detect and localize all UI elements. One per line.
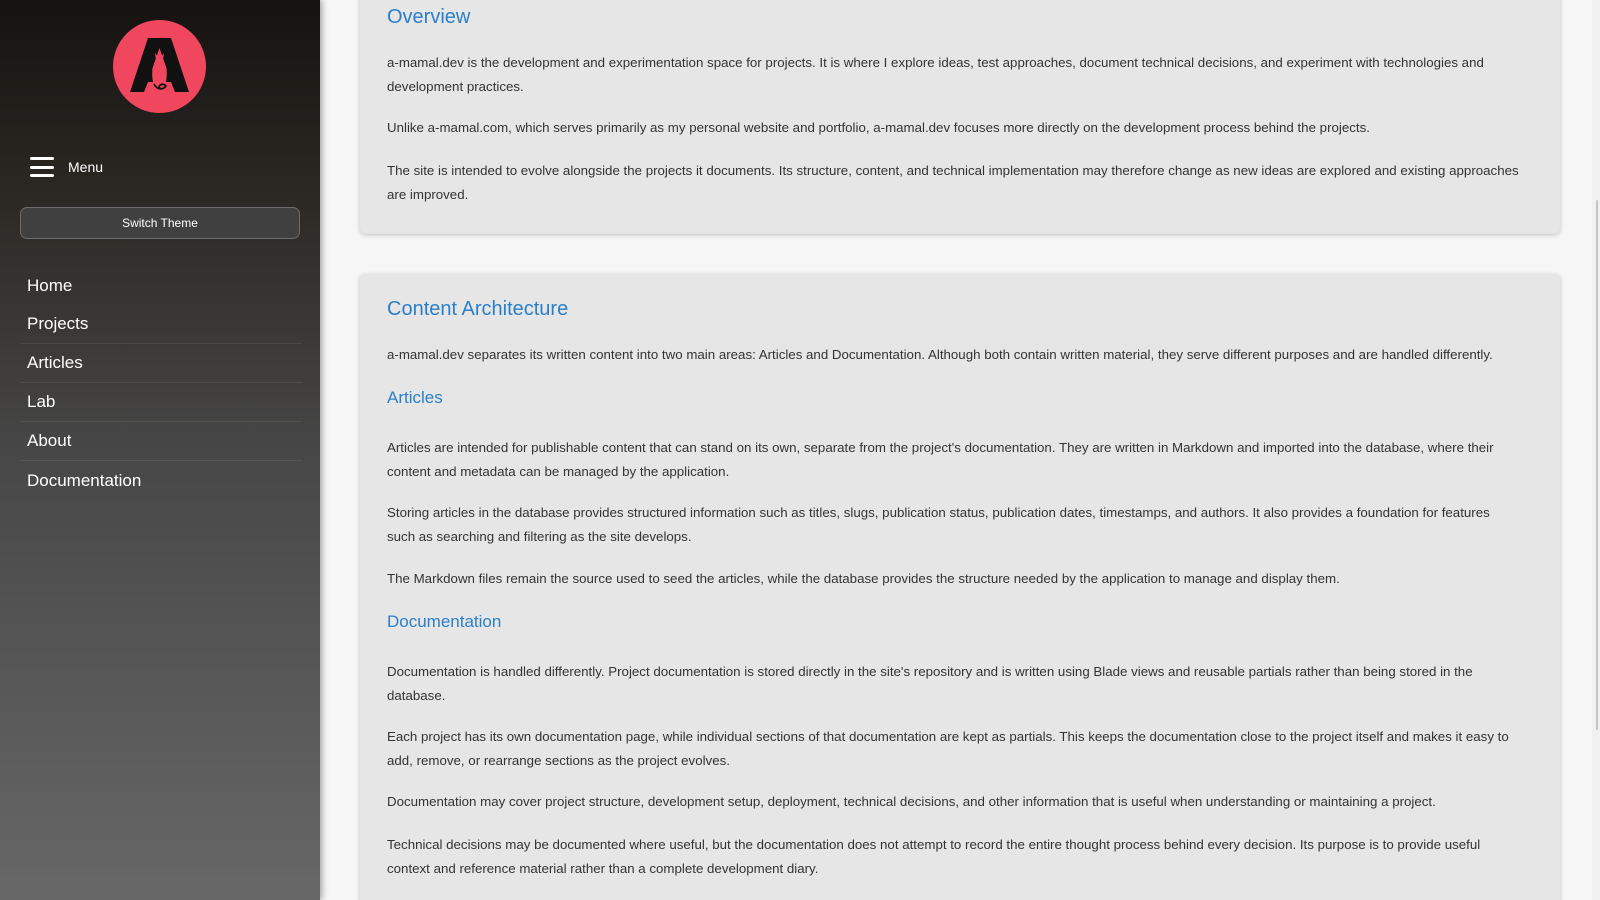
cat-letter-a-logo-icon	[113, 20, 206, 113]
documentation-paragraph-1: Documentation is handled differently. Project documentation is stored directly in the site's repository and is written using Blade views and reusable partials rather than being stored in the database.	[387, 664, 1473, 703]
nav-item-home	[20, 266, 302, 305]
main-nav	[20, 266, 302, 500]
nav-link-articles[interactable]: Articles	[27, 353, 83, 372]
documentation-paragraph-2: Each project has its own documentation page, while individual sections of that documentation are kept as partials. This keeps the documentation close to the project itself and makes it easy to add, remove, or rearrange sections as the project evolves.	[387, 729, 1509, 768]
articles-heading: Articles	[387, 388, 443, 407]
articles-paragraph-1: Articles are intended for publishable content that can stand on its own, separate from the project's documentation. They are written in Markdown and imported into the database, where their content and metadata can be managed by the application.	[387, 440, 1494, 479]
nav-link-lab[interactable]: Lab	[27, 392, 56, 411]
nav-link-home[interactable]: Home	[27, 275, 73, 295]
overview-paragraph-2: Unlike a-mamal.com, which serves primarily as my personal website and portfolio, a-mamal.dev focuses more directly on the development process behind the projects.	[387, 120, 1370, 135]
content-architecture-card	[360, 274, 1560, 900]
overview-paragraph-3: The site is intended to evolve alongside the projects it documents. Its structure, content, and technical implementation may therefore change as new ideas are explored and existing approaches are improved.	[387, 163, 1519, 202]
switch-theme-button[interactable]: Switch Theme	[20, 207, 300, 239]
nav-item-documentation	[20, 461, 302, 500]
hamburger-icon	[30, 157, 54, 177]
architecture-intro: a-mamal.dev separates its written content into two main areas: Articles and Documentation. Although both contain written material, they serve different purposes and are handled differently.	[387, 347, 1493, 362]
overview-paragraph-1: a-mamal.dev is the development and experimentation space for projects. It is where I explore ideas, test approaches, document technical decisions, and experiment with technologies and development practices.	[387, 55, 1484, 94]
page-scrollbar[interactable]	[1592, 0, 1600, 900]
page-scrollbar-thumb[interactable]	[1596, 200, 1598, 730]
nav-item-articles	[20, 344, 302, 383]
architecture-title: Content Architecture	[387, 298, 569, 320]
documentation-paragraph-3: Documentation may cover project structure, development setup, deployment, technical decisions, and other information that is useful when understanding or maintaining a project.	[387, 794, 1436, 809]
site-logo[interactable]	[113, 20, 206, 113]
articles-paragraph-2: Storing articles in the database provides structured information such as titles, slugs, publication status, publication dates, timestamps, and authors. It also provides a foundation for features such as searching and filtering as the site develops.	[387, 505, 1490, 544]
nav-item-lab	[20, 383, 302, 422]
documentation-heading: Documentation	[387, 612, 502, 631]
sidebar	[0, 0, 320, 900]
nav-link-documentation[interactable]: Documentation	[27, 470, 142, 490]
nav-item-projects	[20, 305, 302, 344]
overview-card	[360, 0, 1560, 234]
nav-link-projects[interactable]: Projects	[27, 314, 89, 333]
overview-title: Overview	[387, 6, 471, 28]
nav-link-about[interactable]: About	[27, 431, 72, 450]
articles-paragraph-3: The Markdown files remain the source used to seed the articles, while the database provides the structure needed by the application to manage and display them.	[387, 571, 1340, 586]
menu-label: Menu	[68, 159, 104, 175]
documentation-paragraph-4: Technical decisions may be documented where useful, but the documentation does not attempt to record the entire thought process behind every decision. Its purpose is to provide useful context and reference material rather than a complete development diary.	[387, 837, 1481, 876]
menu-toggle[interactable]	[30, 150, 150, 184]
nav-item-about	[20, 422, 302, 461]
